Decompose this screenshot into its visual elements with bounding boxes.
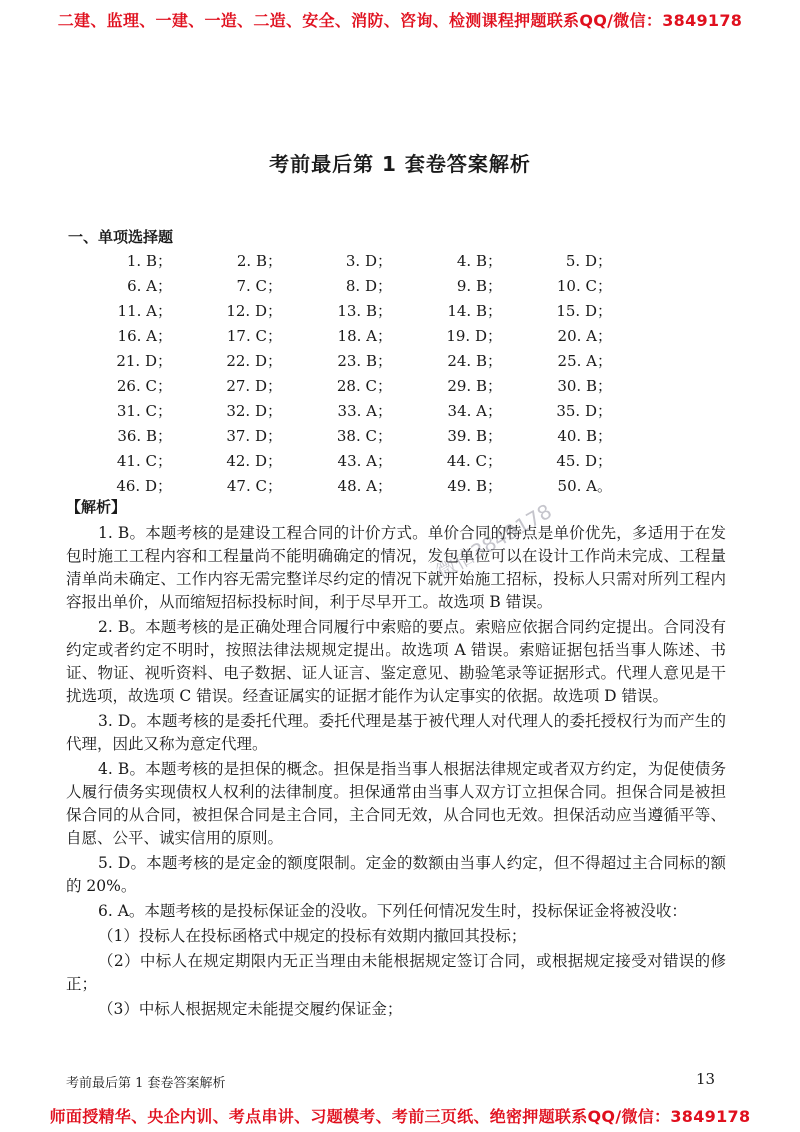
answer-item: 3. D； <box>345 252 392 270</box>
answer-item: 21. D； <box>116 352 172 370</box>
answer-item: 17. C； <box>226 327 282 345</box>
answer-item: 49. B； <box>447 477 502 495</box>
answer-item: 22. D； <box>226 352 282 370</box>
page-number: 13 <box>696 1070 716 1088</box>
answer-item: 33. A； <box>337 402 392 420</box>
analysis-paragraph: 2. B。本题考核的是正确处理合同履行中索赔的要点。索赔应依据合同约定提出。合同没有约定或者约定不明时，按照法律法规规定提出。故选项 A 错误。索赔证据包括当事人陈述、书证、物证、视听资料、电子数据、证人证言、鉴定意见、勘验笔录等证据形式。代理人意见是干扰选项，故选项 C 错误。经查证属实的证据才能作为认定事实的依据。故选项 D 错误。 <box>66 618 726 705</box>
answer-item: 36. B； <box>117 427 172 445</box>
analysis-heading: 【解析】 <box>66 498 127 516</box>
watermark: 微信3849178 <box>432 498 556 585</box>
answer-item: 47. C； <box>226 477 282 495</box>
answer-item: 13. B； <box>337 302 392 320</box>
answer-item: 18. A； <box>337 327 392 345</box>
answer-item: 14. B； <box>447 302 502 320</box>
top-banner: 二建、监理、一建、一造、二造、安全、消防、咨询、检测课程押题联系QQ/微信：3849178 <box>57 11 743 30</box>
answer-item: 24. B； <box>447 352 502 370</box>
answer-item: 44. C； <box>446 452 502 470</box>
analysis-paragraph: 6. A。本题考核的是投标保证金的没收。下列任何情况发生时，投标保证金将被没收： <box>98 902 687 920</box>
answer-item: 10. C； <box>556 277 612 295</box>
analysis-paragraph: 5. D。本题考核的是定金的额度限制。定金的数额由当事人约定，但不得超过主合同标的额的 20%。 <box>66 854 726 895</box>
answer-item: 16. A； <box>117 327 172 345</box>
answer-item: 43. A； <box>337 452 392 470</box>
answer-item: 4. B； <box>456 252 502 270</box>
answer-item: 39. B； <box>447 427 502 445</box>
answer-item: 48. A； <box>337 477 392 495</box>
answer-item: 15. D； <box>556 302 612 320</box>
answer-item: 25. A； <box>557 352 612 370</box>
answer-item: 50. A。 <box>557 477 612 495</box>
answer-item: 27. D； <box>226 377 282 395</box>
answer-item: 32. D； <box>226 402 282 420</box>
answer-item: 26. C； <box>116 377 172 395</box>
analysis-paragraph: （2）中标人在规定期限内无正当理由未能根据规定签订合同，或根据规定接受对错误的修正； <box>66 952 726 993</box>
answer-item: 30. B； <box>557 377 612 395</box>
answer-item: 23. B； <box>337 352 392 370</box>
answer-item: 2. B； <box>236 252 282 270</box>
answer-item: 6. A； <box>127 277 172 295</box>
analysis-body <box>66 522 726 1023</box>
answer-item: 1. B； <box>126 252 172 270</box>
answer-item: 5. D； <box>565 252 612 270</box>
answer-item: 28. C； <box>336 377 392 395</box>
answer-item: 37. D； <box>226 427 282 445</box>
answer-item: 42. D； <box>226 452 282 470</box>
answer-grid <box>96 250 646 500</box>
answer-item: 11. A； <box>117 302 172 320</box>
answer-item: 34. A； <box>447 402 502 420</box>
page-title: 考前最后第 1 套卷答案解析 <box>269 152 531 176</box>
analysis-paragraph: 4. B。本题考核的是担保的概念。担保是指当事人根据法律规定或者双方约定，为促使债务人履行债务实现债权人权利的法律制度。担保通常由当事人双方订立担保合同。担保合同是被担保合同的从合同，被担保合同是主合同，主合同无效，从合同也无效。担保活动应当遵循平等、自愿、公平、诚实信用的原则。 <box>66 760 726 847</box>
answer-item: 8. D； <box>345 277 392 295</box>
answer-item: 9. B； <box>456 277 502 295</box>
answer-item: 46. D； <box>116 477 172 495</box>
analysis-paragraph: （1）投标人在投标函格式中规定的投标有效期内撤回其投标； <box>98 927 527 945</box>
answer-item: 29. B； <box>447 377 502 395</box>
analysis-paragraph: 1. B。本题考核的是建设工程合同的计价方式。单价合同的特点是单价优先，多适用于在发包时施工工程内容和工程量尚不能明确确定的情况，发包单位可以在设计工作尚未完成、工程量清单尚未确定、工作内容无需完整详尽约定的情况下就开始施工招标，投标人只需对所列工程内容报出单价，从而缩短招标投标时间，利于尽早开工。故选项 B 错误。 <box>66 524 726 611</box>
analysis-paragraph: （3）中标人根据规定未能提交履约保证金； <box>98 1000 403 1018</box>
analysis-paragraph: 3. D。本题考核的是委托代理。委托代理是基于被代理人对代理人的委托授权行为而产生的代理，因此又称为意定代理。 <box>66 712 726 753</box>
answer-item: 12. D； <box>226 302 282 320</box>
answer-item: 31. C； <box>116 402 172 420</box>
answer-item: 35. D； <box>556 402 612 420</box>
answer-item: 20. A； <box>557 327 612 345</box>
footer-title: 考前最后第 1 套卷答案解析 <box>66 1076 226 1091</box>
section-heading: 一、单项选择题 <box>68 228 174 246</box>
answer-item: 41. C； <box>116 452 172 470</box>
answer-item: 45. D； <box>556 452 612 470</box>
answer-item: 7. C； <box>236 277 282 295</box>
answer-item: 40. B； <box>557 427 612 445</box>
bottom-banner: 师面授精华、央企内训、考点串讲、习题模考、考前三页纸、绝密押题联系QQ/微信：3849178 <box>49 1107 751 1126</box>
answer-item: 19. D； <box>446 327 502 345</box>
answer-item: 38. C； <box>336 427 392 445</box>
